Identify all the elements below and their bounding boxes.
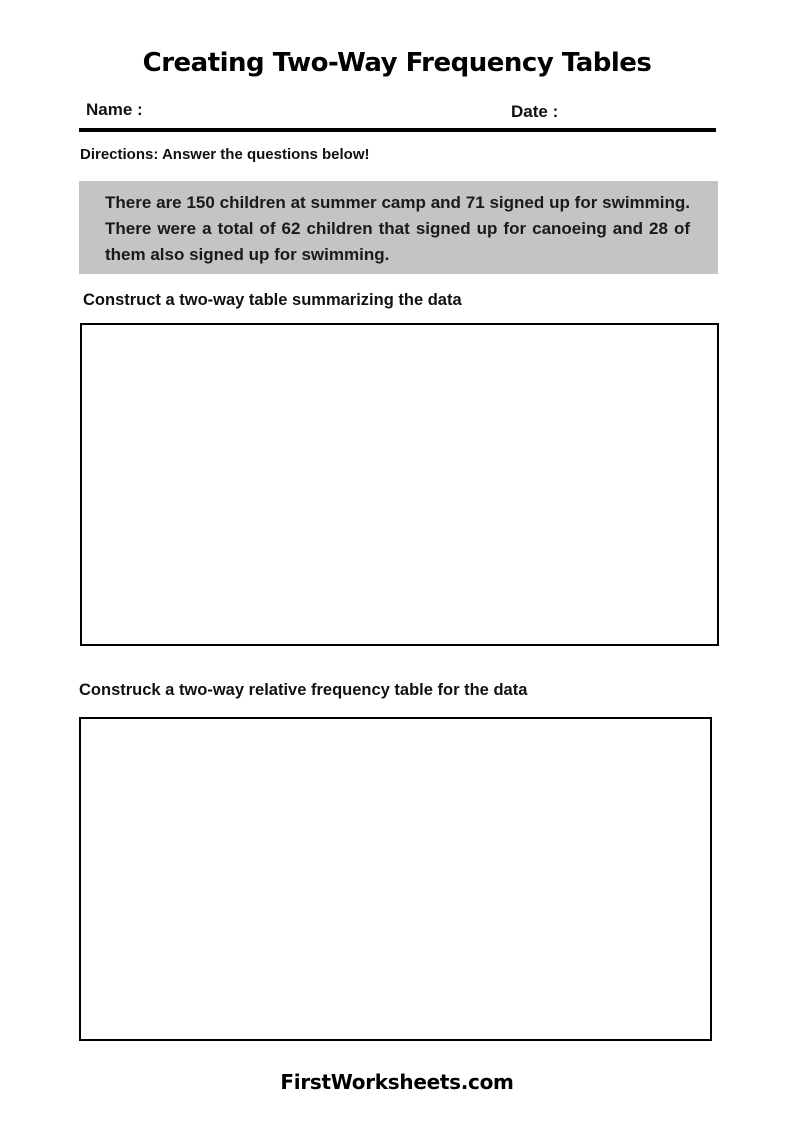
date-label: Date : bbox=[511, 102, 559, 121]
answer-box-1 bbox=[80, 323, 719, 646]
problem-statement-box bbox=[79, 181, 718, 274]
directions-text: Directions: Answer the questions below! bbox=[80, 146, 370, 163]
name-label: Name : bbox=[86, 100, 143, 119]
page-title: Creating Two-Way Frequency Tables bbox=[142, 48, 652, 78]
problem-statement-text: There are 150 children at summer camp and 71 signed up for swimming. There were a total of 62 children that signed up for canoeing and 28 of them also signed up for swimming. bbox=[105, 193, 690, 264]
question-1-label: Construct a two-way table summarizing the data bbox=[83, 291, 462, 309]
answer-box-2 bbox=[79, 717, 712, 1041]
footer-brand: FirstWorksheets.com bbox=[280, 1070, 514, 1094]
question-2-label: Construck a two-way relative frequency table for the data bbox=[79, 681, 528, 699]
header-divider bbox=[79, 128, 716, 132]
